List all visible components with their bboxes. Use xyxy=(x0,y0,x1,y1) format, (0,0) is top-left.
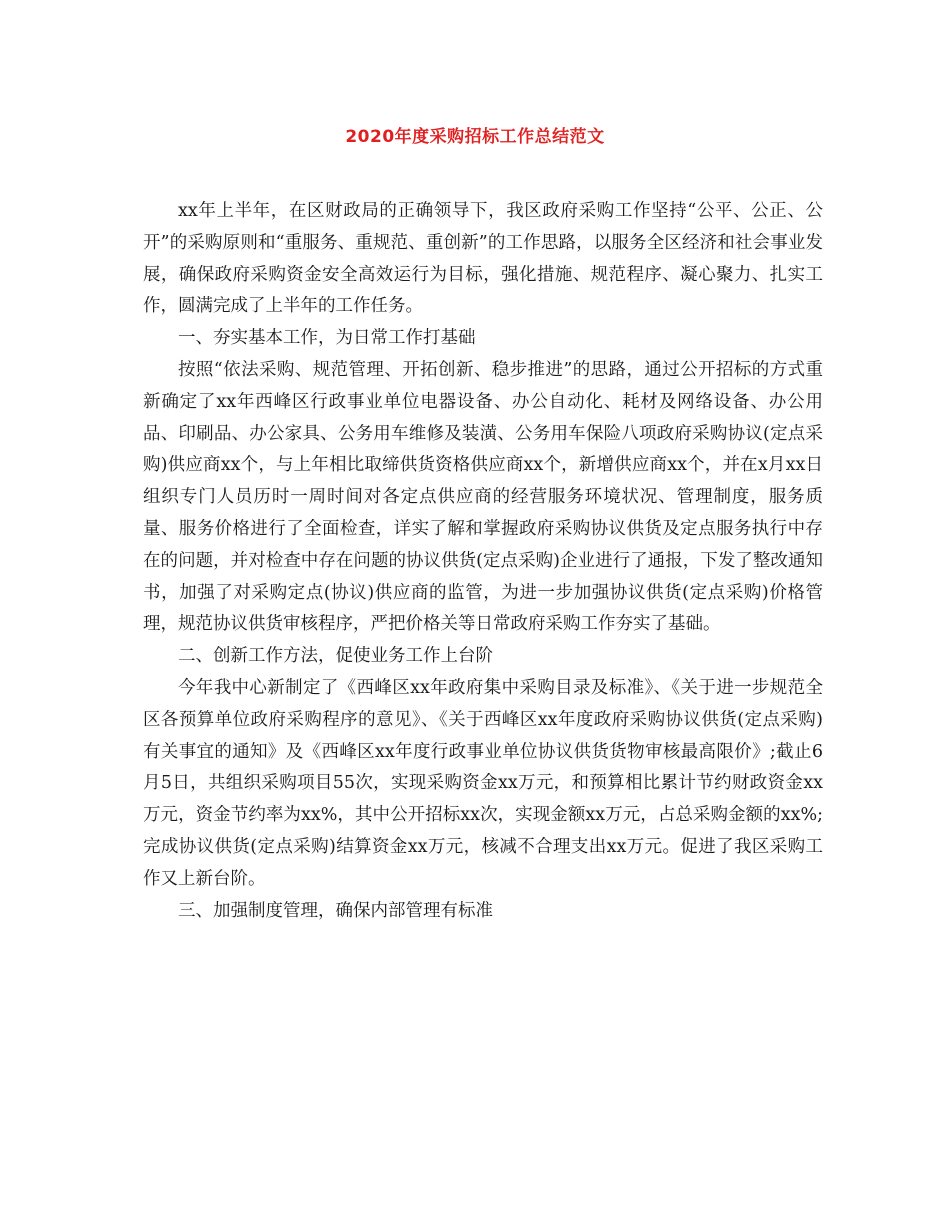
section-heading-2: 二、创新工作方法，促使业务工作上台阶 xyxy=(178,646,493,667)
section-heading-3: 三、加强制度管理，确保内部管理有标准 xyxy=(178,900,493,921)
document-body xyxy=(143,196,823,927)
intro-paragraph: xx年上半年，在区财政局的正确领导下，我区政府采购工作坚持“公平、公正、公开”的采购原则和“重服务、重规范、重创新”的工作思路，以服务全区经济和社会事业发展，确保政府采购资金安全高效运行为目标，强化措施、规范程序、凝心聚力、扎实工作，圆满完成了上半年的工作任务。 xyxy=(143,201,823,317)
section-heading-1: 一、夯实基本工作，为日常工作打基础 xyxy=(178,328,476,349)
section-1-paragraph: 按照“依法采购、规范管理、开拓创新、稳步推进”的思路，通过公开招标的方式重新确定了xx年西峰区行政事业单位电器设备、办公自动化、耗材及网络设备、办公用品、印刷品、办公家具、公务用车维修及装潢、公务用车保险八项政府采购协议(定点采购)供应商xx个，与上年相比取缔供货资格供应商xx个，新增供应商xx个，并在x月xx日组织专门人员历时一周时间对各定点供应商的经营服务环境状况、管理制度，服务质量、服务价格进行了全面检查，详实了解和掌握政府采购协议供货及定点服务执行中存在的问题，并对检查中存在问题的协议供货(定点采购)企业进行了通报，下发了整改通知书，加强了对采购定点(协议)供应商的监管，为进一步加强协议供货(定点采购)价格管理，规范协议供货审核程序，严把价格关等日常政府采购工作夯实了基础。 xyxy=(143,359,823,635)
document-title: 2020年度采购招标工作总结范文 xyxy=(345,127,605,147)
section-2-paragraph: 今年我中心新制定了《西峰区xx年政府集中采购目录及标准》、《关于进一步规范全区各预算单位政府采购程序的意见》、《关于西峰区xx年度政府采购协议供货(定点采购)有关事宜的通知》及《西峰区xx年度行政事业单位协议供货货物审核最高限价》;截止6月5日，共组织采购项目55次，实现采购资金xx万元，和预算相比累计节约财政资金xx万元，资金节约率为xx%，其中公开招标xx次，实现金额xx万元，占总采购金额的xx%;完成协议供货(定点采购)结算资金xx万元，核减不合理支出xx万元。促进了我区采购工作又上新台阶。 xyxy=(143,677,823,889)
